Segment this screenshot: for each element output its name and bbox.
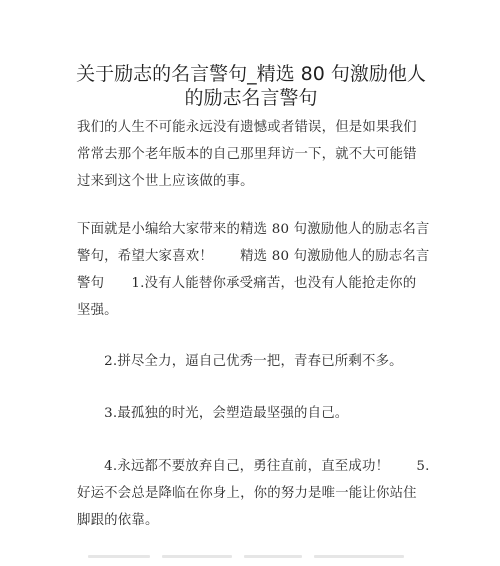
paragraph-line: 我们的人生不可能永远没有遗憾或者错误，但是如果我们 — [77, 120, 417, 135]
faded-next-line — [88, 549, 428, 563]
paragraph-line: 过来到这个世上应该做的事。 — [77, 174, 254, 189]
paragraph-quote-4-5 — [77, 453, 430, 534]
faded-text-fragment — [88, 555, 150, 558]
paragraph-line: 脚跟的依靠。 — [77, 513, 159, 528]
title-line-2: 的励志名言警句 — [184, 87, 318, 109]
paragraph-line: 警句，希望大家喜欢！ 精选 80 句激励他人的励志名言 — [77, 249, 430, 264]
paragraph-quote-1 — [77, 216, 430, 324]
paragraph-line: 2.拼尽全力，逼自己优秀一把，青春已所剩不多。 — [77, 354, 403, 369]
faded-text-fragment — [244, 555, 302, 558]
title-line-1: 关于励志的名言警句_精选 80 句激励他人 — [76, 63, 426, 85]
paragraph-line: 3.最孤独的时光，会塑造最坚强的自己。 — [77, 406, 349, 421]
paragraph-line: 警句 1.没有人能替你承受痛苦，也没有人能抢走你的 — [77, 276, 417, 291]
paragraph-line: 好运不会总是降临在你身上，你的努力是唯一能让你站住 — [77, 486, 417, 501]
faded-text-fragment — [162, 555, 232, 558]
paragraph-line: 坚强。 — [77, 303, 118, 318]
paragraph-intro — [77, 114, 427, 195]
paragraph-line: 4.永远都不要放弃自己，勇往直前，直至成功！ 5. — [77, 459, 430, 474]
paragraph-quote-3 — [77, 400, 427, 427]
paragraph-line: 下面就是小编给大家带来的精选 80 句激励他人的励志名言 — [77, 222, 430, 237]
paragraph-quote-2 — [77, 348, 427, 375]
paragraph-line: 常常去那个老年版本的自己那里拜访一下，就不大可能错 — [77, 147, 417, 162]
faded-text-fragment — [314, 555, 404, 558]
document-title — [70, 62, 432, 110]
